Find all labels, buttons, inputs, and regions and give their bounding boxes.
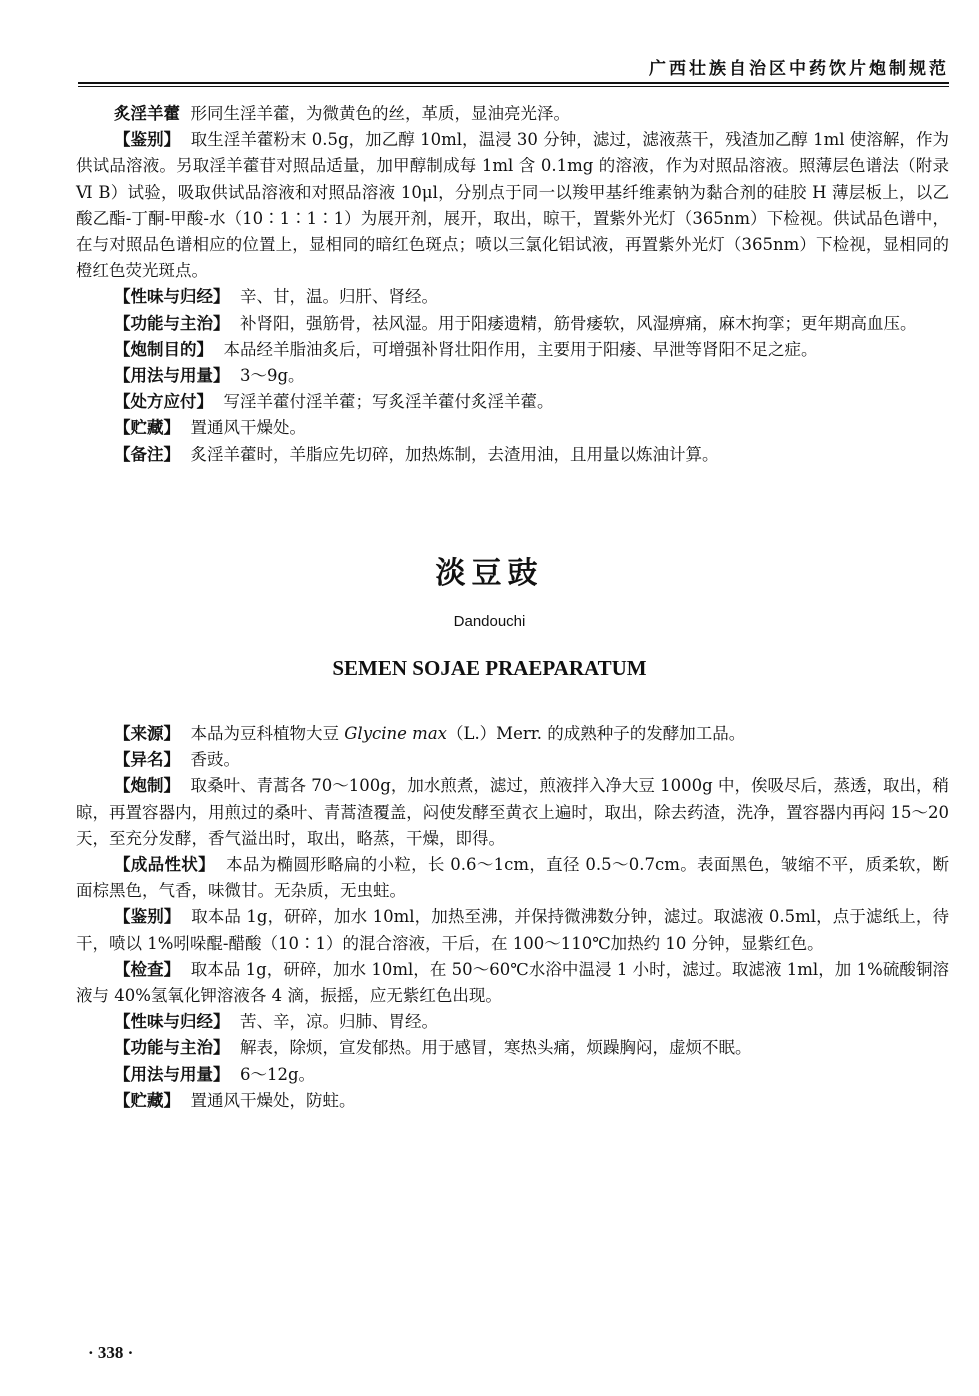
header-rule-thin (78, 86, 949, 87)
section-processed-product: 炙淫羊藿 形同生淫羊藿，为微黄色的丝，革质，显油亮光泽。 (114, 104, 570, 123)
section-nature-meridian: 【性味与归经】 辛、甘，温。归肝、肾经。 (114, 287, 438, 307)
section-usage-dosage: 【用法与用量】 6～12g。 (114, 1064, 316, 1084)
entry-pinyin: Dandouchi (453, 613, 526, 630)
section-storage: 【贮藏】 置通风干燥处。 (114, 418, 306, 438)
entry-latin-name: SEMEN SOJAE PRAEPARATUM (332, 656, 647, 680)
section-source: 【来源】 本品为豆科植物大豆 Glycine max（L.）Merr. 的成熟种子的发酵加工品。 (114, 724, 746, 743)
species-name: Glycine max (344, 724, 447, 743)
section-identification: 【鉴别】 取生淫羊藿粉末 0.5g，加乙醇 10ml，温浸 30 分钟，滤过，滤液蒸干，残渣加乙醇 1ml 使溶解，作为供试品溶液。另取淫羊藿苷对照品适量，加甲醇制成每 1ml 含 0.1mg 的溶液，作为对照品溶液。照薄层色谱法（附录Ⅵ B）试验，吸取供试品溶液和对照品溶液 10μl，分别点于同一以羧甲基纤维素钠为黏合剂的硅胶 H 薄层板上，以乙酸乙酯-丁酮-甲酸-水（10∶1∶1∶1）为展开剂，展开，取出，晾干，置紫外光灯（365nm）下检视。供试品色谱中，在与对照品色谱相应的位置上，显相同的暗红色斑点；喷以三氯化铝试液，再置紫外光灯（365nm）下检视，显相同的橙红色荧光斑点。 (76, 130, 950, 281)
entry-title: 淡豆豉 (435, 556, 544, 591)
entry-body (76, 721, 949, 1114)
page-number: · 338 · (88, 1343, 134, 1362)
previous-entry-body (76, 101, 949, 468)
running-header: 广西壮族自治区中药饮片炮制规范 (649, 59, 949, 79)
section-processing-purpose: 【炮制目的】 本品经羊脂油炙后，可增强补肾壮阳作用，主要用于阳痿、早泄等肾阳不足之症。 (114, 339, 818, 359)
section-function-indication: 【功能与主治】 补肾阳，强筋骨，祛风湿。用于阳痿遗精，筋骨痿软，风湿痹痛，麻木拘挛；更年期高血压。 (114, 313, 917, 333)
section-prescription-dispensing: 【处方应付】 写淫羊藿付淫羊藿；写炙淫羊藿付炙淫羊藿。 (114, 392, 554, 412)
header-rule (78, 82, 949, 84)
section-examination: 【检查】 取本品 1g，研碎，加水 10ml，在 50～60℃水浴中温浸 1 小时，滤过。取滤液 1ml，加 1%硫酸铜溶液与 40%氢氧化钾溶液各 4 滴，振摇，应无紫红色出现。 (76, 959, 949, 1006)
section-identification: 【鉴别】 取本品 1g，研碎，加水 10ml，加热至沸，并保持微沸数分钟，滤过。取滤液 0.5ml，点于滤纸上，待干，喷以 1%吲哚醌-醋酸（10∶1）的混合溶液，干后，在 100～110℃加热约 10 分钟，显紫红色。 (76, 907, 949, 953)
section-function-indication: 【功能与主治】 解表，除烦，宣发郁热。用于感冒，寒热头痛，烦躁胸闷，虚烦不眠。 (114, 1038, 752, 1058)
section-storage: 【贮藏】 置通风干燥处，防蛀。 (114, 1090, 356, 1110)
section-nature-meridian: 【性味与归经】 苦、辛，凉。归肺、胃经。 (114, 1012, 438, 1032)
section-product-characteristics: 【成品性状】 本品为椭圆形略扁的小粒，长 0.6～1cm，直径 0.5～0.7cm。表面黑色，皱缩不平，质柔软，断面棕黑色，气香，味微甘。无杂质，无虫蛀。 (76, 855, 950, 901)
section-usage-dosage: 【用法与用量】 3～9g。 (114, 366, 305, 386)
section-alias: 【异名】 香豉。 (114, 750, 240, 770)
section-remarks: 【备注】 炙淫羊藿时，羊脂应先切碎，加热炼制，去渣用油，且用量以炼油计算。 (114, 444, 719, 464)
section-processing: 【炮制】 取桑叶、青蒿各 70～100g，加水煎煮，滤过，煎液拌入净大豆 1000g 中，俟吸尽后，蒸透，取出，稍晾，再置容器内，用煎过的桑叶、青蒿渣覆盖，闷使发酵至黄衣上遍时，取出，除去药渣，洗净，置容器内再闷 15～20 天，至充分发酵，香气溢出时，取出，略蒸，干燥，即得。 (76, 776, 949, 848)
